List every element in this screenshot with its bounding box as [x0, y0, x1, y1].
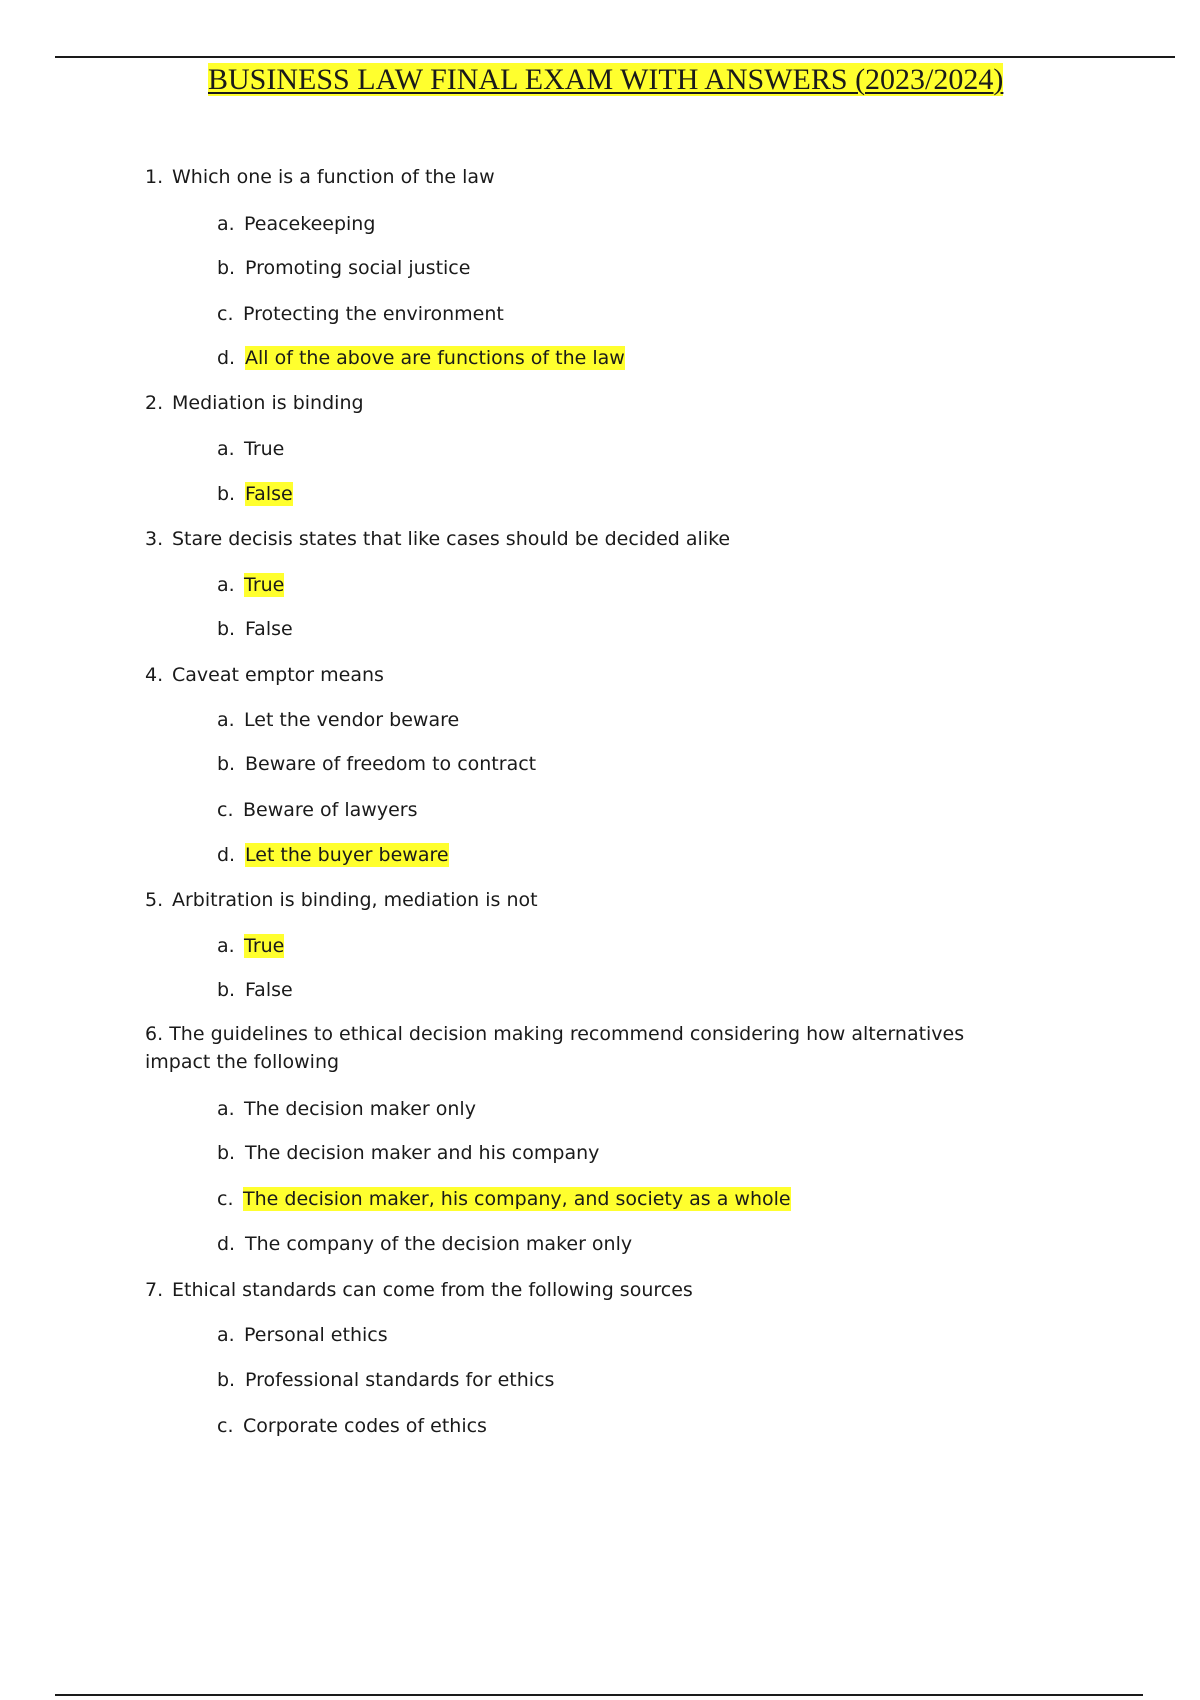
question-number: 1.	[145, 166, 164, 188]
option-text: The company of the decision maker only	[245, 1233, 633, 1255]
option-letter: b.	[217, 1369, 236, 1391]
top-rule	[55, 56, 1175, 58]
option-letter: c.	[217, 1415, 234, 1437]
option-text: Personal ethics	[244, 1324, 388, 1346]
option-text: True	[244, 438, 285, 460]
option-text: Promoting social justice	[245, 257, 471, 279]
answer-highlight: All of the above are functions of the law	[245, 347, 625, 369]
option-letter: a.	[217, 1324, 235, 1346]
option-text: Protecting the environment	[243, 303, 504, 325]
option-letter: b.	[217, 257, 236, 279]
question-text: Caveat emptor means	[172, 664, 384, 686]
option-letter: b.	[217, 618, 236, 640]
option-letter: c.	[217, 799, 234, 821]
option-text: The decision maker and his company	[245, 1142, 600, 1164]
option-text: False	[245, 618, 293, 640]
option-letter: b.	[217, 753, 236, 775]
option-letter: b.	[217, 483, 236, 505]
option-letter: b.	[217, 979, 236, 1001]
question-number: 2.	[145, 392, 164, 414]
page-title: BUSINESS LAW FINAL EXAM WITH ANSWERS (2023/2024)	[208, 63, 1004, 96]
bottom-rule	[55, 1694, 1143, 1696]
option-text: Professional standards for ethics	[245, 1369, 555, 1391]
answer-highlight: True	[244, 574, 285, 596]
option-text: Corporate codes of ethics	[243, 1415, 487, 1437]
question-text: Stare decisis states that like cases should be decided alike	[172, 528, 731, 550]
option-letter: c.	[217, 303, 234, 325]
question-number: 7.	[145, 1279, 164, 1301]
title-block	[208, 62, 1003, 98]
question-number: 4.	[145, 664, 164, 686]
option-letter: a.	[217, 574, 235, 596]
question-text: The guidelines to ethical decision making recommend considering how alternatives impact the following	[145, 1023, 965, 1073]
option-text: Peacekeeping	[244, 213, 376, 235]
option-letter: a.	[217, 709, 235, 731]
question-text: Mediation is binding	[172, 392, 364, 414]
option-letter: a.	[217, 1098, 235, 1120]
option-letter: d.	[217, 844, 236, 866]
option-letter: a.	[217, 213, 235, 235]
answer-highlight: Let the buyer beware	[245, 844, 449, 866]
question-text: Which one is a function of the law	[172, 166, 495, 188]
option-letter: d.	[217, 1233, 236, 1255]
option-letter: a.	[217, 438, 235, 460]
question-6-body	[145, 1020, 1025, 1076]
option-text: Beware of freedom to contract	[245, 753, 537, 775]
option-letter: c.	[217, 1188, 234, 1210]
answer-highlight: True	[244, 935, 285, 957]
option-text: The decision maker only	[244, 1098, 476, 1120]
question-number: 5.	[145, 889, 164, 911]
question-text: Ethical standards can come from the following sources	[172, 1279, 693, 1301]
option-letter: d.	[217, 347, 236, 369]
option-text: False	[245, 979, 293, 1001]
question-number: 3.	[145, 528, 164, 550]
option-text: Let the vendor beware	[244, 709, 460, 731]
answer-highlight: False	[245, 483, 293, 505]
question-number: 6.	[145, 1023, 164, 1045]
option-letter: a.	[217, 935, 235, 957]
option-letter: b.	[217, 1142, 236, 1164]
option-text: Beware of lawyers	[243, 799, 418, 821]
answer-highlight: The decision maker, his company, and society as a whole	[243, 1188, 791, 1210]
question-text: Arbitration is binding, mediation is not	[172, 889, 538, 911]
